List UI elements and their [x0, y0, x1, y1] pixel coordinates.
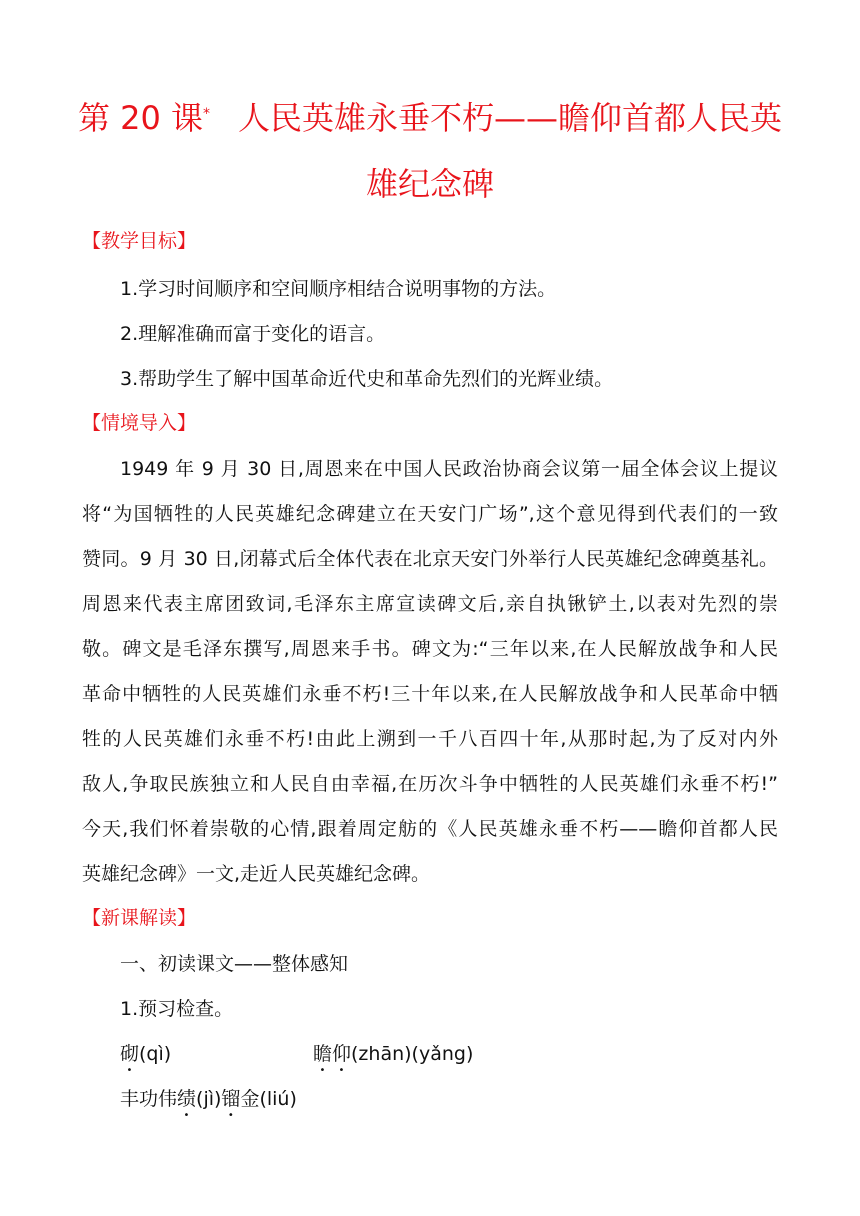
intro-paragraph-line: 周恩来代表主席团致词,毛泽东主席宣读碑文后,亲自执锹铲土,以表对先烈的崇 — [82, 593, 778, 615]
goal-item: 3.帮助学生了解中国革命近代史和革命先烈们的光辉业绩。 — [120, 368, 614, 390]
vocab-text: 丰功伟 — [120, 1088, 178, 1110]
intro-paragraph-line: 今天,我们怀着崇敬的心情,跟着周定舫的《人民英雄永垂不朽——瞻仰首都人民 — [82, 818, 778, 840]
vocab-word-qi — [120, 1041, 171, 1076]
vocab-word-zhanyang — [313, 1041, 473, 1076]
section-heading-goals: 【教学目标】 — [82, 230, 197, 252]
lesson-asterisk: * — [203, 106, 211, 122]
intro-paragraph-line: 牲的人民英雄们永垂不朽!由此上溯到一千八百四十年,从那时起,为了反对内外 — [82, 728, 778, 750]
goal-item: 1.学习时间顺序和空间顺序相结合说明事物的方法。 — [120, 278, 557, 300]
intro-paragraph-line: 英雄纪念碑》一文,走近人民英雄纪念碑。 — [82, 863, 431, 885]
part-heading: 一、初读课文——整体感知 — [120, 953, 349, 975]
vocab-char: 砌 — [120, 1043, 140, 1065]
vocab-text: 金 — [240, 1088, 260, 1110]
intro-paragraph-line: 赞同。9 月 30 日,闭幕式后全体代表在北京天安门外举行人民英雄纪念碑奠基礼。 — [82, 548, 778, 570]
lesson-number: 第 20 课 — [77, 99, 204, 137]
intro-paragraph-line: 将“为国牺牲的人民英雄纪念碑建立在天安门广场”,这个意见得到代表们的一致 — [82, 503, 778, 525]
vocab-char: 镏 — [221, 1088, 241, 1110]
vocab-pinyin: (qì) — [139, 1043, 172, 1065]
section-heading-new-lesson: 【新课解读】 — [82, 907, 197, 929]
lesson-title-text: 人民英雄永垂不朽——瞻仰首都人民英 — [238, 99, 783, 137]
vocab-pinyin: (liú) — [259, 1088, 297, 1110]
intro-paragraph-line: 1949 年 9 月 30 日,周恩来在中国人民政治协商会议第一届全体会议上提议 — [120, 458, 778, 480]
vocab-pinyin: (jì) — [196, 1088, 222, 1110]
goal-item: 2.理解准确而富于变化的语言。 — [120, 323, 386, 345]
intro-paragraph-line: 敬。碑文是毛泽东撰写,周恩来手书。碑文为:“三年以来,在人民解放战争和人民 — [82, 638, 778, 660]
vocab-char: 瞻仰 — [313, 1043, 352, 1065]
lesson-title-line-2: 雄纪念碑 — [365, 165, 494, 203]
preview-check-item: 1.预习检查。 — [120, 998, 234, 1020]
vocab-word-ji-liu — [120, 1086, 297, 1121]
intro-paragraph-line: 敌人,争取民族独立和人民自由幸福,在历次斗争中牺牲的人民英雄们永垂不朽!” — [82, 773, 778, 795]
section-heading-intro: 【情境导入】 — [82, 412, 197, 434]
vocab-char: 绩 — [177, 1088, 197, 1110]
intro-paragraph-line: 革命中牺牲的人民英雄们永垂不朽!三十年以来,在人民解放战争和人民革命中牺 — [82, 683, 778, 705]
lesson-title-line-1 — [60, 98, 800, 138]
vocab-pinyin: (zhān)(yǎng) — [351, 1043, 474, 1065]
